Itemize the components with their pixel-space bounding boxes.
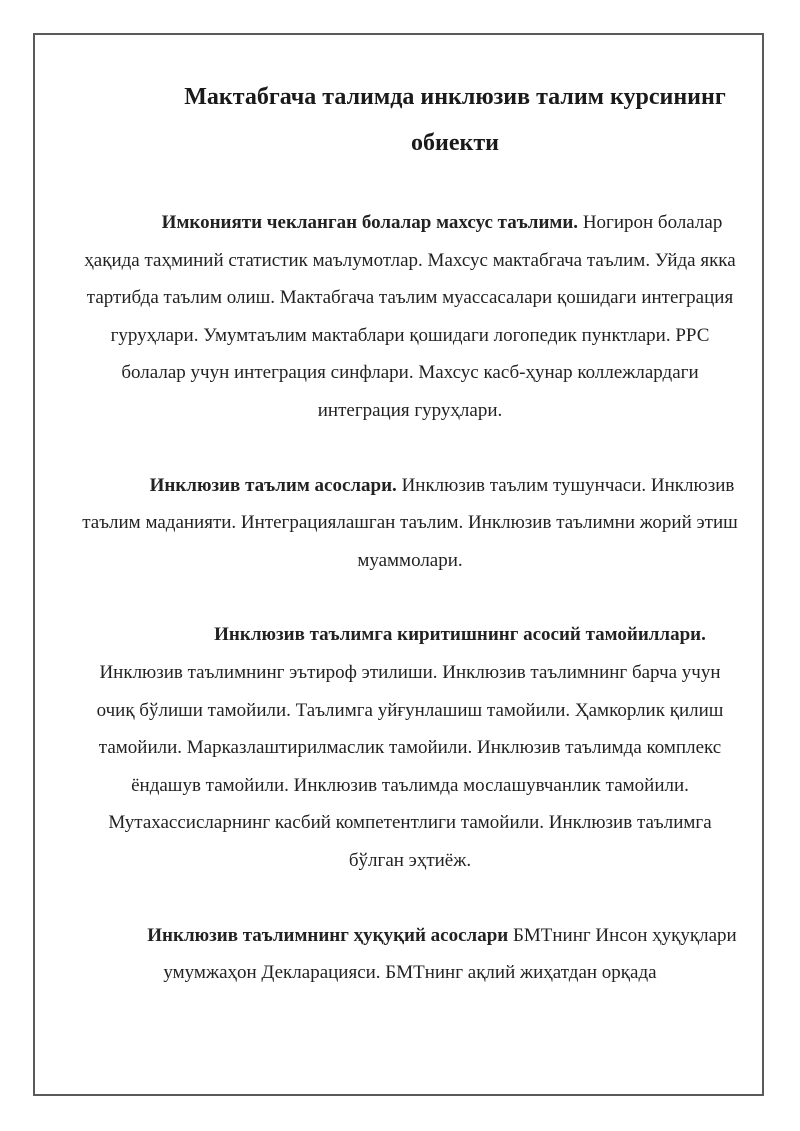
section-paragraph <box>80 917 740 992</box>
section-text: Инклюзив таълимнинг эътироф этилиши. Инклюзив таълимнинг барча учун очиқ бўлиши тамойили. Таълимга уйғунлашиш тамойили. Ҳамкорлик қилиш тамойили. Марказлаштирилмаслик тамойили. Инклюзив таълимда комплекс ёндашув тамойили. Инклюзив таълимда мослашувчанлик тамойили. Мутахассисларнинг касбий компетентлиги тамойили. Инклюзив таълимга бўлган эҳтиёж. <box>96 661 724 871</box>
section-paragraph <box>80 467 740 580</box>
section-heading: Инклюзив таълим асослари. <box>149 474 397 496</box>
section-text: Инклюзив таълим тушунчаси. Инклюзив таълим маданияти. Интеграциялашган таълим. Инклюзив таълимни жорий этиш муаммолари. <box>82 474 738 571</box>
title-line-1: Мактабгача талимда инклюзив талим курсининг <box>184 84 726 110</box>
document-title <box>80 74 740 166</box>
section-text: БМТнинг Инсон ҳуқуқлари умумжаҳон Декларацияси. БМТнинг ақлий жиҳатдан орқада <box>163 924 737 984</box>
document-body <box>80 74 740 992</box>
section-heading: Инклюзив таълимнинг ҳуқуқий асослари <box>147 924 509 946</box>
section-heading: Инклюзив таълимга киритишнинг асосий тамойиллари. <box>214 624 706 646</box>
section-paragraph <box>80 204 740 430</box>
section-paragraph <box>80 616 740 879</box>
section-heading: Имконияти чекланган болалар махсус таълими. <box>161 212 579 233</box>
title-line-2: обиекти <box>411 130 499 156</box>
section-text: Ногирон болалар ҳақида таҳминий статистик маълумотлар. Махсус мактабгача таълим. Уйда якка тартибда таълим олиш. Мактабгача таълим муассасалари қошидаги интеграция гуруҳлари. Умумтаълим мактаблари қошидаги логопедик пунктлари. РРС болалар учун интеграция синфлари. Махсус касб-ҳунар коллежлардаги интеграция гуруҳлари. <box>84 212 736 421</box>
